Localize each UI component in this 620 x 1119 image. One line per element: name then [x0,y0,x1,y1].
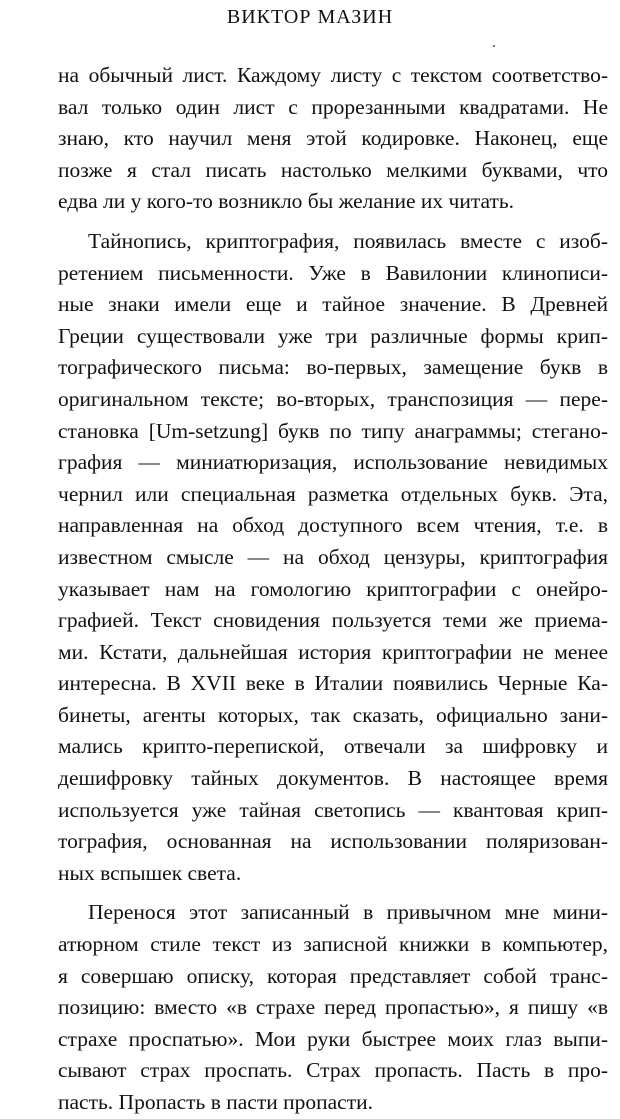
text-line: бинеты, агенты которых, так сказать, официально зани- [58,702,608,727]
paragraph-1 [58,60,608,218]
text-line: тография, основанная на использовании поляризован- [58,829,608,854]
text-line: страхе проспатью». Мои руки быстрее моих глаз выпи- [58,1026,608,1051]
text-line: графия — миниатюризация, использование невидимых [58,450,608,475]
text-line: ных вспышек света. [58,860,242,885]
text-line: оригинальном тексте; во-вторых, транспозиция — пере- [58,386,608,411]
body-text [58,60,608,1119]
text-line: вал только один лист с прорезанными квадратами. Не [58,94,608,119]
print-speck [493,45,495,47]
text-line: я совершаю описку, которая представляет собой транс- [58,963,608,988]
paragraph-2 [58,226,608,889]
text-line: знаю, кто научил меня этой кодировке. Наконец, еще [58,126,608,151]
text-line: графией. Текст сновидения пользуется теми же приема- [58,608,608,633]
text-line: сывают страх проспать. Страх пропасть. Пасть в про- [58,1058,608,1083]
text-line: на обычный лист. Каждому листу с текстом соответство- [58,63,608,87]
text-line: Тайнопись, криптография, появилась вместе с изоб- [88,228,608,253]
text-line: ретением письменности. Уже в Вавилонии клинописи- [58,260,608,285]
paragraph-gap [58,889,608,897]
text-line: чернил или специальная разметка отдельных букв. Эта, [58,481,608,506]
text-line: Перенося этот записанный в привычном мне мини- [88,900,608,925]
text-line: позже я стал писать настолько мелкими буквами, что [58,157,608,182]
paragraph-gap [58,218,608,226]
text-line: пасть. Пропасть в пасти пропасти. [58,1090,374,1114]
text-line: становка [Um-setzung] букв по типу анаграммы; стегано- [58,418,608,443]
text-line: едва ли у кого-то возникло бы желание их читать. [58,189,515,214]
text-line: ми. Кстати, дальнейшая история криптографии не менее [58,639,608,664]
text-line: используется уже тайная светопись — квантовая крип- [58,797,608,822]
text-line: тографического письма: во-первых, замещение букв в [58,355,608,380]
text-line: атюрном стиле текст из записной книжки в компьютер, [58,932,608,957]
text-line: позицию: вместо «в страхе перед пропастью», я пишу «в [58,995,608,1020]
text-line: мались крипто-перепиской, отвечали за шифровку и [58,734,608,759]
text-line: Греции существовали уже три различные формы крип- [58,323,608,348]
running-header: ВИКТОР МАЗИН [226,6,394,28]
text-line: ные знаки имели еще и тайное значение. В Древней [58,292,608,317]
text-line: указывает нам на гомологию криптографии с онейро- [58,576,608,601]
text-line: известном смысле — на обход цензуры, криптография [58,544,608,569]
text-line: интересна. В XVII веке в Италии появились Черные Ка- [58,671,608,696]
paragraph-3 [58,897,608,1118]
text-line: дешифровку тайных документов. В настоящее время [58,766,608,791]
text-line: направленная на обход доступного всем чтения, т.е. в [58,513,608,538]
